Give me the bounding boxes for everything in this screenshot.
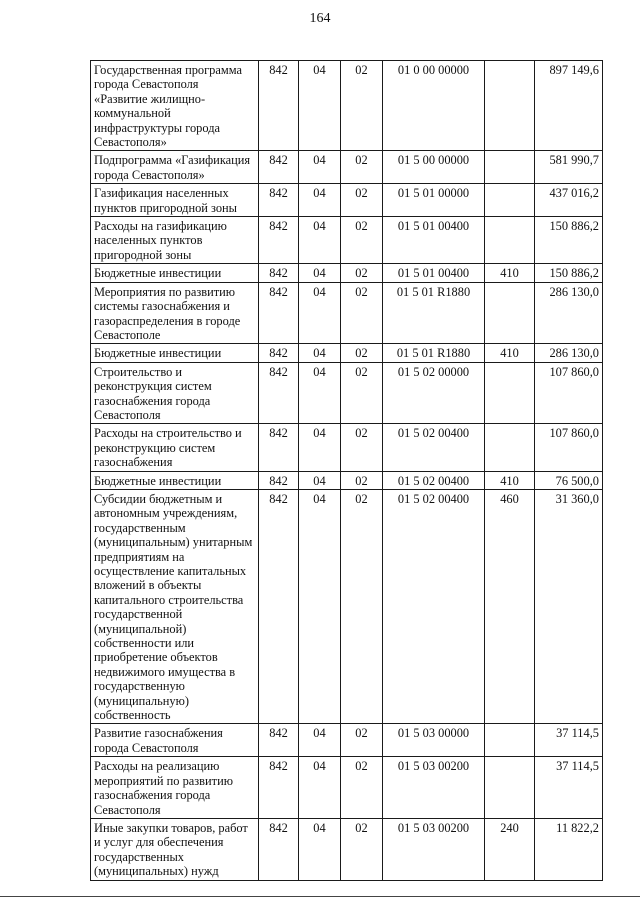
cell-csr: 01 5 01 00000 <box>383 184 485 217</box>
table-row <box>91 362 603 424</box>
table-row <box>91 489 603 724</box>
cell-vr <box>485 424 535 471</box>
cell-section: 04 <box>299 489 341 724</box>
cell-vr <box>485 282 535 344</box>
cell-section: 04 <box>299 282 341 344</box>
cell-name: Расходы на строительство и реконструкцию систем газоснабжения <box>91 424 259 471</box>
cell-amount: 286 130,0 <box>535 282 603 344</box>
cell-vr <box>485 151 535 184</box>
cell-section: 04 <box>299 61 341 151</box>
cell-vr <box>485 724 535 757</box>
cell-section: 04 <box>299 724 341 757</box>
cell-amount: 37 114,5 <box>535 757 603 819</box>
cell-subsection: 02 <box>341 489 383 724</box>
table-row <box>91 344 603 362</box>
cell-section: 04 <box>299 264 341 282</box>
cell-subsection: 02 <box>341 151 383 184</box>
page-number: 164 <box>309 11 331 26</box>
page-bottom-divider <box>0 896 640 897</box>
cell-amount: 581 990,7 <box>535 151 603 184</box>
cell-csr: 01 5 02 00400 <box>383 424 485 471</box>
budget-table-body <box>91 61 603 881</box>
cell-amount: 11 822,2 <box>535 818 603 880</box>
table-row <box>91 217 603 264</box>
cell-amount: 286 130,0 <box>535 344 603 362</box>
cell-subsection: 02 <box>341 217 383 264</box>
cell-name: Государственная программа города Севастополя «Развитие жилищно-коммунальной инфраструктуры города Севастополя» <box>91 61 259 151</box>
cell-ved: 842 <box>259 151 299 184</box>
cell-vr <box>485 217 535 264</box>
cell-section: 04 <box>299 757 341 819</box>
cell-subsection: 02 <box>341 184 383 217</box>
cell-csr: 01 5 02 00400 <box>383 489 485 724</box>
cell-amount: 437 016,2 <box>535 184 603 217</box>
cell-vr: 460 <box>485 489 535 724</box>
budget-table <box>90 60 603 881</box>
cell-csr: 01 5 01 R1880 <box>383 282 485 344</box>
cell-name: Мероприятия по развитию системы газоснабжения и газораспределения в городе Севастополе <box>91 282 259 344</box>
cell-csr: 01 5 01 00400 <box>383 217 485 264</box>
cell-ved: 842 <box>259 489 299 724</box>
table-row <box>91 757 603 819</box>
table-row <box>91 471 603 489</box>
cell-csr: 01 5 03 00200 <box>383 818 485 880</box>
cell-ved: 842 <box>259 282 299 344</box>
cell-section: 04 <box>299 217 341 264</box>
cell-ved: 842 <box>259 217 299 264</box>
cell-ved: 842 <box>259 362 299 424</box>
cell-csr: 01 5 00 00000 <box>383 151 485 184</box>
cell-ved: 842 <box>259 757 299 819</box>
cell-name: Подпрограмма «Газификация города Севастополя» <box>91 151 259 184</box>
cell-ved: 842 <box>259 61 299 151</box>
table-row <box>91 818 603 880</box>
cell-amount: 107 860,0 <box>535 424 603 471</box>
cell-amount: 76 500,0 <box>535 471 603 489</box>
cell-section: 04 <box>299 424 341 471</box>
cell-ved: 842 <box>259 184 299 217</box>
cell-ved: 842 <box>259 264 299 282</box>
cell-section: 04 <box>299 344 341 362</box>
cell-subsection: 02 <box>341 61 383 151</box>
cell-name: Иные закупки товаров, работ и услуг для обеспечения государственных (муниципальных) нужд <box>91 818 259 880</box>
cell-name: Бюджетные инвестиции <box>91 344 259 362</box>
cell-subsection: 02 <box>341 471 383 489</box>
cell-vr <box>485 61 535 151</box>
cell-name: Бюджетные инвестиции <box>91 471 259 489</box>
cell-amount: 150 886,2 <box>535 264 603 282</box>
cell-subsection: 02 <box>341 282 383 344</box>
cell-csr: 01 5 01 00400 <box>383 264 485 282</box>
cell-csr: 01 5 02 00400 <box>383 471 485 489</box>
cell-name: Расходы на газификацию населенных пунктов пригородной зоны <box>91 217 259 264</box>
cell-section: 04 <box>299 362 341 424</box>
cell-name: Субсидии бюджетным и автономным учреждениям, государственным (муниципальным) унитарным предприятиям на осуществление капитальных вложений в объекты капитального строительства государственной (муниципальной) собственности или приобретение объектов недвижимого имущества в государственную (муниципальную) собственность <box>91 489 259 724</box>
cell-csr: 01 5 03 00200 <box>383 757 485 819</box>
cell-subsection: 02 <box>341 362 383 424</box>
cell-csr: 01 5 02 00000 <box>383 362 485 424</box>
cell-csr: 01 5 01 R1880 <box>383 344 485 362</box>
cell-vr: 410 <box>485 344 535 362</box>
cell-csr: 01 0 00 00000 <box>383 61 485 151</box>
cell-amount: 31 360,0 <box>535 489 603 724</box>
cell-subsection: 02 <box>341 424 383 471</box>
cell-section: 04 <box>299 184 341 217</box>
cell-ved: 842 <box>259 344 299 362</box>
cell-csr: 01 5 03 00000 <box>383 724 485 757</box>
cell-subsection: 02 <box>341 344 383 362</box>
table-row <box>91 724 603 757</box>
table-row <box>91 61 603 151</box>
cell-vr: 410 <box>485 471 535 489</box>
table-row <box>91 264 603 282</box>
cell-section: 04 <box>299 818 341 880</box>
cell-vr: 240 <box>485 818 535 880</box>
cell-section: 04 <box>299 471 341 489</box>
cell-name: Газификация населенных пунктов пригородной зоны <box>91 184 259 217</box>
cell-subsection: 02 <box>341 264 383 282</box>
cell-name: Развитие газоснабжения города Севастополя <box>91 724 259 757</box>
cell-amount: 897 149,6 <box>535 61 603 151</box>
table-row <box>91 184 603 217</box>
cell-amount: 37 114,5 <box>535 724 603 757</box>
cell-vr <box>485 757 535 819</box>
table-row <box>91 282 603 344</box>
cell-subsection: 02 <box>341 818 383 880</box>
cell-ved: 842 <box>259 424 299 471</box>
cell-vr <box>485 362 535 424</box>
cell-vr: 410 <box>485 264 535 282</box>
cell-amount: 150 886,2 <box>535 217 603 264</box>
table-row <box>91 151 603 184</box>
cell-ved: 842 <box>259 471 299 489</box>
cell-name: Строительство и реконструкция систем газоснабжения города Севастополя <box>91 362 259 424</box>
table-row <box>91 424 603 471</box>
cell-section: 04 <box>299 151 341 184</box>
cell-subsection: 02 <box>341 757 383 819</box>
cell-ved: 842 <box>259 724 299 757</box>
cell-name: Бюджетные инвестиции <box>91 264 259 282</box>
cell-vr <box>485 184 535 217</box>
cell-name: Расходы на реализацию мероприятий по развитию газоснабжения города Севастополя <box>91 757 259 819</box>
cell-amount: 107 860,0 <box>535 362 603 424</box>
cell-ved: 842 <box>259 818 299 880</box>
cell-subsection: 02 <box>341 724 383 757</box>
